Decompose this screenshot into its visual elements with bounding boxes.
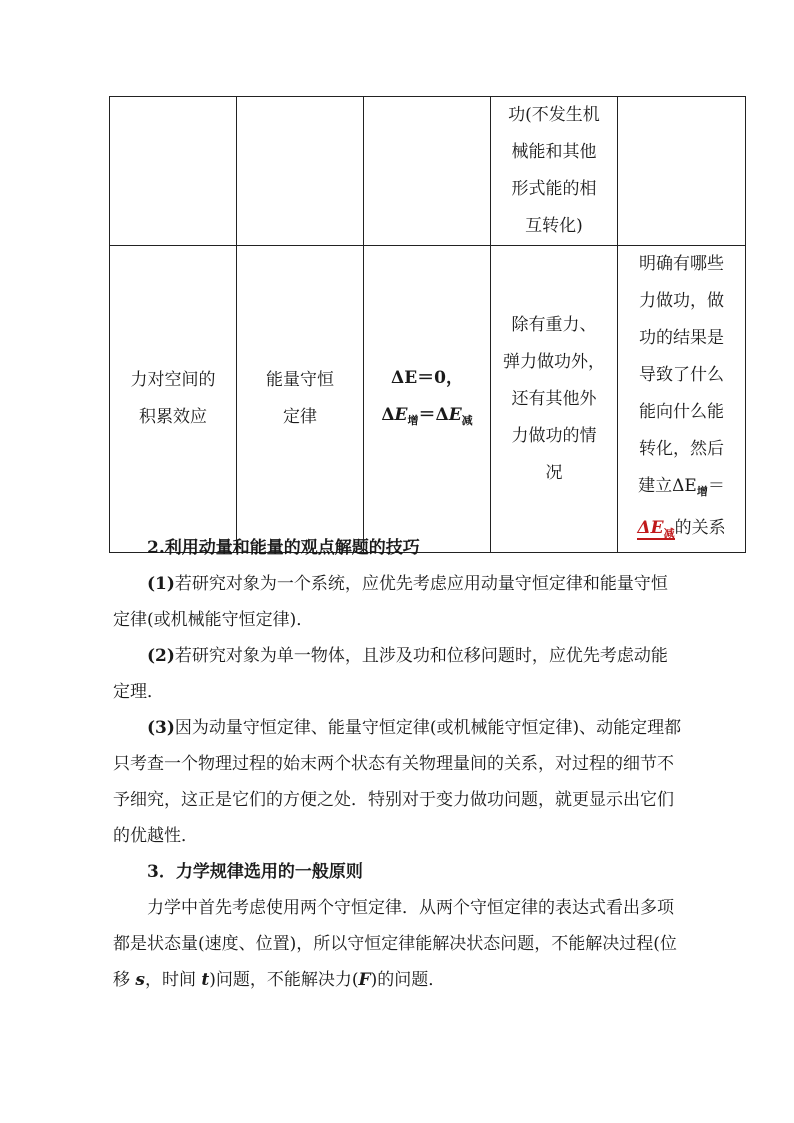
table-cell <box>618 97 746 246</box>
table-cell <box>618 246 746 553</box>
cell-line: 况 <box>545 462 563 483</box>
cell-line: 转化，然后 <box>639 439 724 459</box>
cell-line: 弹力做功外， <box>503 351 605 372</box>
cell-line: 导致了什么 <box>639 365 724 385</box>
table-cell <box>237 97 364 246</box>
paragraph-text: )的问题． <box>370 970 446 990</box>
item-number: (1) <box>147 574 175 594</box>
section-heading: 3．力学规律选用的一般原则 <box>147 862 363 882</box>
cell-line <box>624 468 739 510</box>
table-row <box>110 246 746 553</box>
table-cell <box>491 97 618 246</box>
formula-subscript: 增 <box>407 413 419 427</box>
formula-part: ΔE <box>637 518 664 538</box>
variable: s <box>135 970 145 990</box>
section-2 <box>113 530 683 998</box>
formula-line: ΔE＝0， <box>391 367 463 388</box>
cell-line: 除有重力、 <box>511 314 597 335</box>
paragraph-text: )问题，不能解决力( <box>209 970 359 990</box>
item-number: (3) <box>147 718 175 738</box>
cell-line: 能量守恒 <box>266 370 334 390</box>
paragraph <box>113 638 683 710</box>
formula-line <box>370 397 484 439</box>
item-number: (2) <box>147 646 175 666</box>
paragraph-text: 若研究对象为单一物体，且涉及功和位移问题时，应优先考虑动能定理． <box>113 646 668 702</box>
paragraph-text: ，时间 <box>144 970 202 990</box>
formula-part: E <box>394 404 408 425</box>
cell-line: 形式能的相 <box>511 179 597 199</box>
table-cell <box>364 246 491 553</box>
paragraph-text: 因为动量守恒定律、能量守恒定律(或机械能守恒定律)、动能定理都只考查一个物理过程的始末两个状态有关物理量间的关系，对过程的细节不予细究，这正是它们的方便之处．特别对于变力做功问题，就更显示出它们的优越性． <box>113 718 682 846</box>
cell-line: 力做功的情 <box>511 425 597 446</box>
cell-line: 械能和其他 <box>511 142 597 162</box>
formula-subscript: 减 <box>663 527 675 540</box>
cell-text: 建立ΔE <box>638 476 697 496</box>
table-cell <box>110 97 237 246</box>
cell-line: 力做功，做 <box>639 291 724 311</box>
formula-subscript: 增 <box>696 485 708 498</box>
section-heading: 2.利用动量和能量的观点解题的技巧 <box>147 538 420 558</box>
paragraph <box>113 890 683 998</box>
cell-line: 功(不发生机 <box>508 105 600 125</box>
table-cell <box>237 246 364 553</box>
cell-line: 积累效应 <box>139 407 207 427</box>
table-cell <box>491 246 618 553</box>
paragraph <box>113 566 683 638</box>
cell-line: 还有其他外 <box>511 388 597 409</box>
table-cell <box>364 97 491 246</box>
cell-line: 互转化) <box>525 216 583 236</box>
cell-line: 能向什么能 <box>639 402 724 422</box>
formula-part: Δ <box>381 404 395 425</box>
cell-text: 的关系 <box>674 518 726 538</box>
formula-part: E <box>448 404 462 425</box>
table-row <box>110 97 746 246</box>
cell-line: 力对空间的 <box>130 370 216 390</box>
formula-subscript: 减 <box>461 413 473 427</box>
paragraph <box>113 710 683 854</box>
table-cell <box>110 246 237 553</box>
paragraph-text: 若研究对象为一个系统，应优先考虑应用动量守恒定律和能量守恒定律(或机械能守恒定律)． <box>113 574 668 630</box>
cell-line: 功的结果是 <box>639 328 724 348</box>
cell-text: ＝ <box>707 476 725 496</box>
variable: F <box>358 970 371 990</box>
paragraph-text: 力学中首先考虑使用两个守恒定律．从两个守恒定律的表达式看出多项都是状态量(速度、位置)，所以守恒定律能解决状态问题，不能解决过程(位移 <box>113 898 677 990</box>
formula-part: ＝Δ <box>418 404 449 425</box>
variable: t <box>201 970 210 990</box>
cell-line: 定律 <box>283 407 317 427</box>
cell-line: 明确有哪些 <box>639 254 724 274</box>
physics-table <box>109 96 746 553</box>
